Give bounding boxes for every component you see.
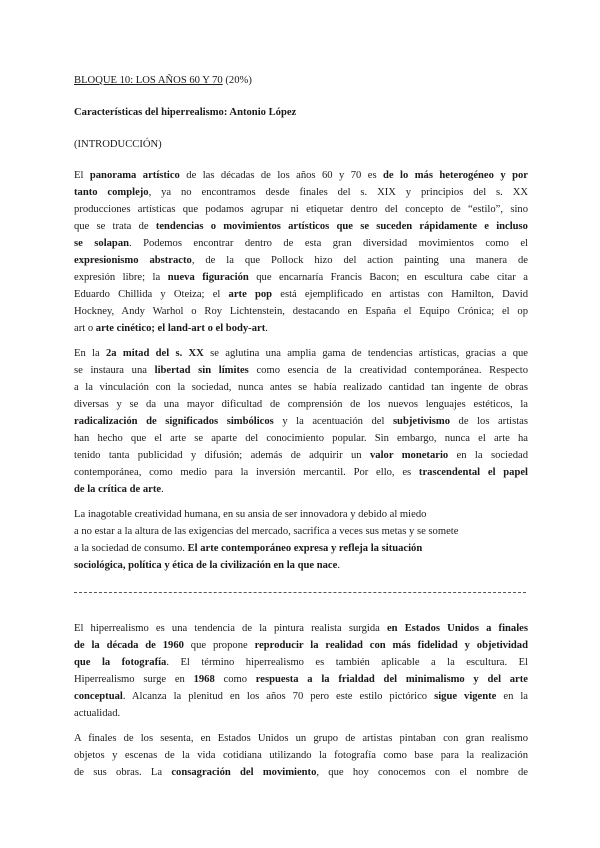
p4-line: El hiperrealismo es una tendencia de la pintura realista surgida en Estados Unidos a finales xyxy=(74,623,528,634)
p3-line: a la sociedad de consumo. El arte contemporáneo expresa y refleja la situación xyxy=(74,543,423,554)
p1-line: tanto complejo, ya no encontramos desde finales del s. XIX y principios del s. XX xyxy=(74,187,528,198)
p5-line: objetos y escenas de la vida cotidiana utilizando la fotografía como base para la realización xyxy=(74,750,528,761)
p1-line: expresión libre; la nueva figuración que encarnaría Francis Bacon; en escultura cabe citar a xyxy=(74,272,528,283)
p4-line: actualidad. xyxy=(74,708,121,719)
intro-label: (INTRODUCCIÓN) xyxy=(74,139,162,150)
p5-line: de sus obras. La consagración del movimiento, que hoy conocemos con el nombre de xyxy=(74,767,528,778)
p2-line: a la vinculación con la sociedad, nunca antes se había realizado cantidad tan ingente de obras xyxy=(74,382,528,393)
p3-line: sociológica, política y ética de la civilización en la que nace. xyxy=(74,560,340,571)
p1-line: Hockney, Andy Warhol o Roy Lichtenstein, destacando en España el Equipo Crónica; el op xyxy=(74,306,528,317)
p2-line: tenido tanta publicidad y difusión; además de adquirir un valor monetario en la sociedad xyxy=(74,450,529,461)
block-title: BLOQUE 10: LOS AÑOS 60 Y 70 xyxy=(74,75,223,86)
section-subtitle: Características del hiperrealismo: Antonio López xyxy=(74,107,297,118)
p3-line: La inagotable creatividad humana, en su ansia de ser innovadora y debido al miedo xyxy=(74,509,427,520)
p4-line: de la década de 1960 que propone reproducir la realidad con más fidelidad y objetividad xyxy=(74,640,528,651)
p2-line: han hecho que el arte se aparte del conocimiento popular. Sin embargo, nunca el arte ha xyxy=(74,433,528,444)
p3-line: a no estar a la altura de las exigencias del mercado, sacrifica a veces sus metas y se somete xyxy=(74,526,459,537)
block-heading xyxy=(74,72,528,89)
p2-line: diversas y se da una mayor dificultad de comprensión de los nuevos lenguajes estéticos, la xyxy=(74,399,528,410)
p1-line: expresionismo abstracto, de la que Pollock hizo del action painting una manera de xyxy=(74,255,529,266)
p4-line: Hiperrealismo surge en 1968 como respuesta a la frialdad del minimalismo y del arte xyxy=(74,674,528,685)
p4-line: conceptual. Alcanza la plenitud en los años 70 pero este estilo pictórico sigue vigente en la xyxy=(74,691,529,702)
dashed-divider xyxy=(74,592,526,593)
p4-line: que la fotografía. El término hiperrealismo es también aplicable a la escultura. El xyxy=(74,657,528,668)
p1-line: art o arte cinético; el land-art o el body-art. xyxy=(74,323,268,334)
p1-line: que se trata de tendencias o movimientos artísticos que se suceden rápidamente e incluso xyxy=(74,221,528,232)
p1-line: producciones artísticas que podamos agrupar ni etiquetar dentro del concepto de “estilo”, sino xyxy=(74,204,528,215)
p1-line: El panorama artístico de las décadas de los años 60 y 70 es de lo más heterogéneo y por xyxy=(74,170,528,181)
p2-line: se instaura una libertad sin límites como esencia de la creatividad contemporánea. Respecto xyxy=(74,365,528,376)
block-percentage: (20%) xyxy=(222,75,252,86)
p2-line: contemporánea, como medio para la inversión mercantil. Por ello, es trascendental el papel xyxy=(74,467,528,478)
p2-line: radicalización de significados simbólicos y la acentuación del subjetivismo de los artistas xyxy=(74,416,528,427)
p5-line: A finales de los sesenta, en Estados Unidos un grupo de artistas pintaban con gran realismo xyxy=(74,733,528,744)
p1-line: Eduardo Chillida y Oteiza; el arte pop está ejemplificado en artistas con Hamilton, David xyxy=(74,289,529,300)
p2-line: En la 2a mitad del s. XX se aglutina una amplia gama de tendencias artísticas, gracias a que xyxy=(74,348,529,359)
p2-line: de la crítica de arte. xyxy=(74,484,164,495)
p1-line: se solapan. Podemos encontrar dentro de esta gran diversidad movimientos como el xyxy=(74,238,528,249)
